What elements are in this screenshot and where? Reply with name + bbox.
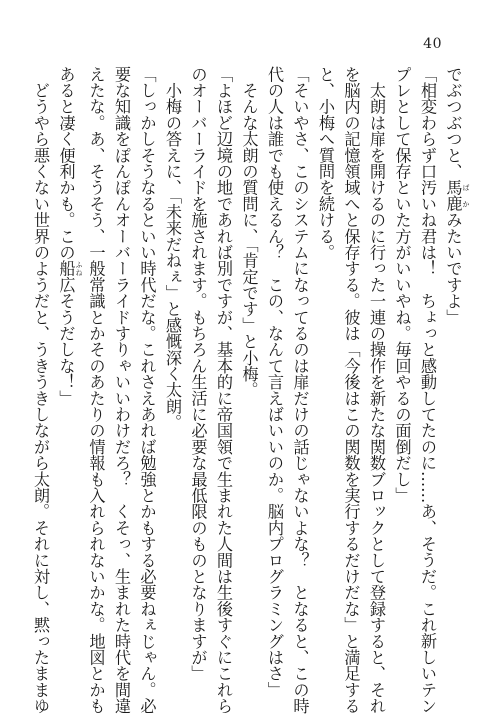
text-line-15: えたな。あ、そうそう、一般常識とかそのあたりの情報も入れられないかな。地図とかも [86, 66, 106, 714]
novel-text-column [28, 66, 471, 714]
page-number: 40 [423, 36, 442, 52]
text-line-5: を脳内の記憶領域へと保存する。彼は「今後はこの関数を実行するだけだな」と満足する [341, 66, 361, 714]
text-line-14: 要な知識をぽんぽんオーバーライドすりゃいいわけだろ？ くそっ、生まれた時代を間違 [112, 66, 131, 714]
text-line-7: 「そいやさ、このシステムになってるのは扉だけの話じゃないよな？ となると、この時 [290, 66, 310, 714]
text-line-4: 太朗は扉を開けるのに行った一連の操作を新たな関数ブロックとして登録すると、それ [367, 66, 386, 714]
text-line-9: そんな太朗の質問に、「肯定です」と小梅。 [239, 66, 259, 399]
text-line-13: 「しっかしそうなるといい時代だな。これさえあれば勉強とかもする必要ねぇじゃん。必 [137, 66, 157, 714]
text-line-2: 「相変わらず口汚いね君は！ ちょっと感動してたのに……あ、そうだ。これ新しいテン [418, 66, 437, 714]
text-line-8: 代の人は誰でも使えるん？ この、なんて言えばいいのか。脳内プログラミングはさ」 [265, 66, 284, 698]
text-line-16: あると凄く便利かも。この船 ふね広そうだしな！」 [56, 66, 83, 407]
text-line-11: のオーバーライドを施されます。もちろん生活に必要な最低限のものとなりますが」 [188, 66, 208, 682]
text-line-3: プレとして保存といた方がいいやね。毎回やるの面倒だし」 [392, 66, 412, 504]
text-line-12: 小梅の答えに、「未来だねぇ」と感慨深く太朗。 [163, 66, 182, 431]
text-line-6: と、小梅へ質問を続ける。 [316, 66, 335, 261]
text-line-17: どうやら悪くない世界のようだと、うきうきしながら太朗。それに対し、黙ったままゆ [31, 66, 50, 714]
text-line-1: でぶつぶつと、馬鹿 ばかみたいですよ」 [443, 66, 470, 326]
ruby-fune: 船 ふね [56, 260, 83, 277]
text-line-10: 「よほど辺境の地であれば別ですが、基本的に帝国領で生まれた人間は生後すぐにこれら [214, 66, 233, 714]
ruby-baka: 馬鹿 ばか [443, 179, 470, 212]
